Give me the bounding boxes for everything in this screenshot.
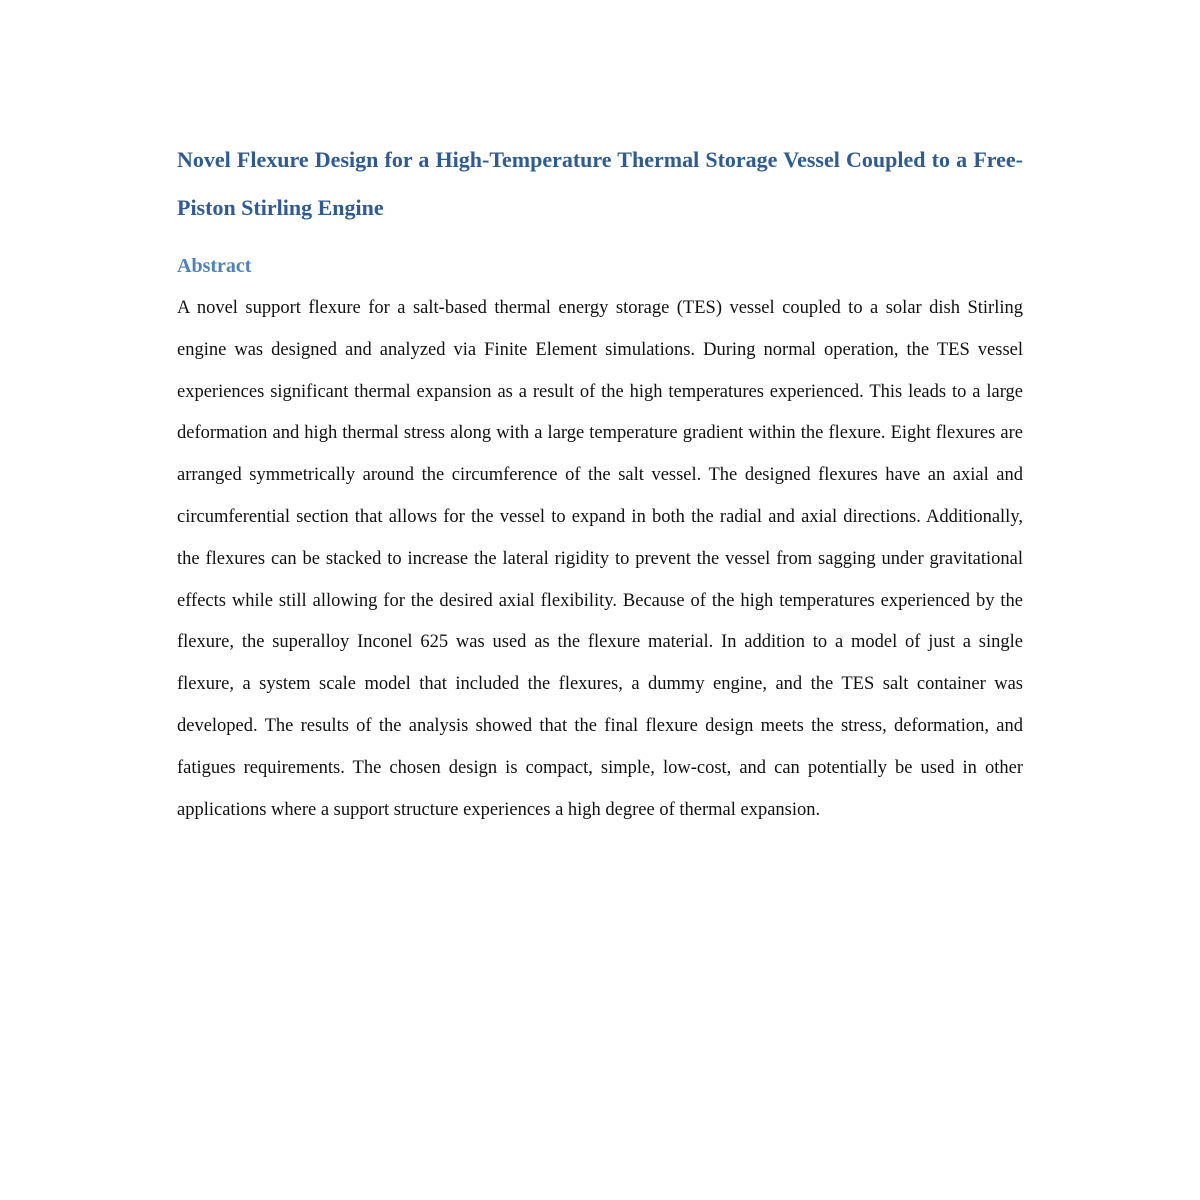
abstract-body: A novel support flexure for a salt-based thermal energy storage (TES) vessel coupled to a solar dish Stirling engine was designed and analyzed via Finite Element simulations. During normal operation, the TES vessel experiences significant thermal expansion as a result of the high temperatures experienced. This leads to a large deformation and high thermal stress along with a large temperature gradient within the flexure. Eight flexures are arranged symmetrically around the circumference of the salt vessel. The designed flexures have an axial and circumferential section that allows for the vessel to expand in both the radial and axial directions. Additionally, the flexures can be stacked to increase the lateral rigidity to prevent the vessel from sagging under gravitational effects while still allowing for the desired axial flexibility. Because of the high temperatures experienced by the flexure, the superalloy Inconel 625 was used as the flexure material. In addition to a model of just a single flexure, a system scale model that included the flexures, a dummy engine, and the TES salt container was developed. The results of the analysis showed that the final flexure design meets the stress, deformation, and fatigues requirements. The chosen design is compact, simple, low-cost, and can potentially be used in other applications where a support structure experiences a high degree of thermal expansion. xyxy=(177,298,1023,820)
paper-content xyxy=(177,136,1023,831)
paper-title: Novel Flexure Design for a High-Temperature Thermal Storage Vessel Coupled to a Free-Piston Stirling Engine xyxy=(177,147,1023,220)
abstract-heading: Abstract xyxy=(177,255,252,277)
